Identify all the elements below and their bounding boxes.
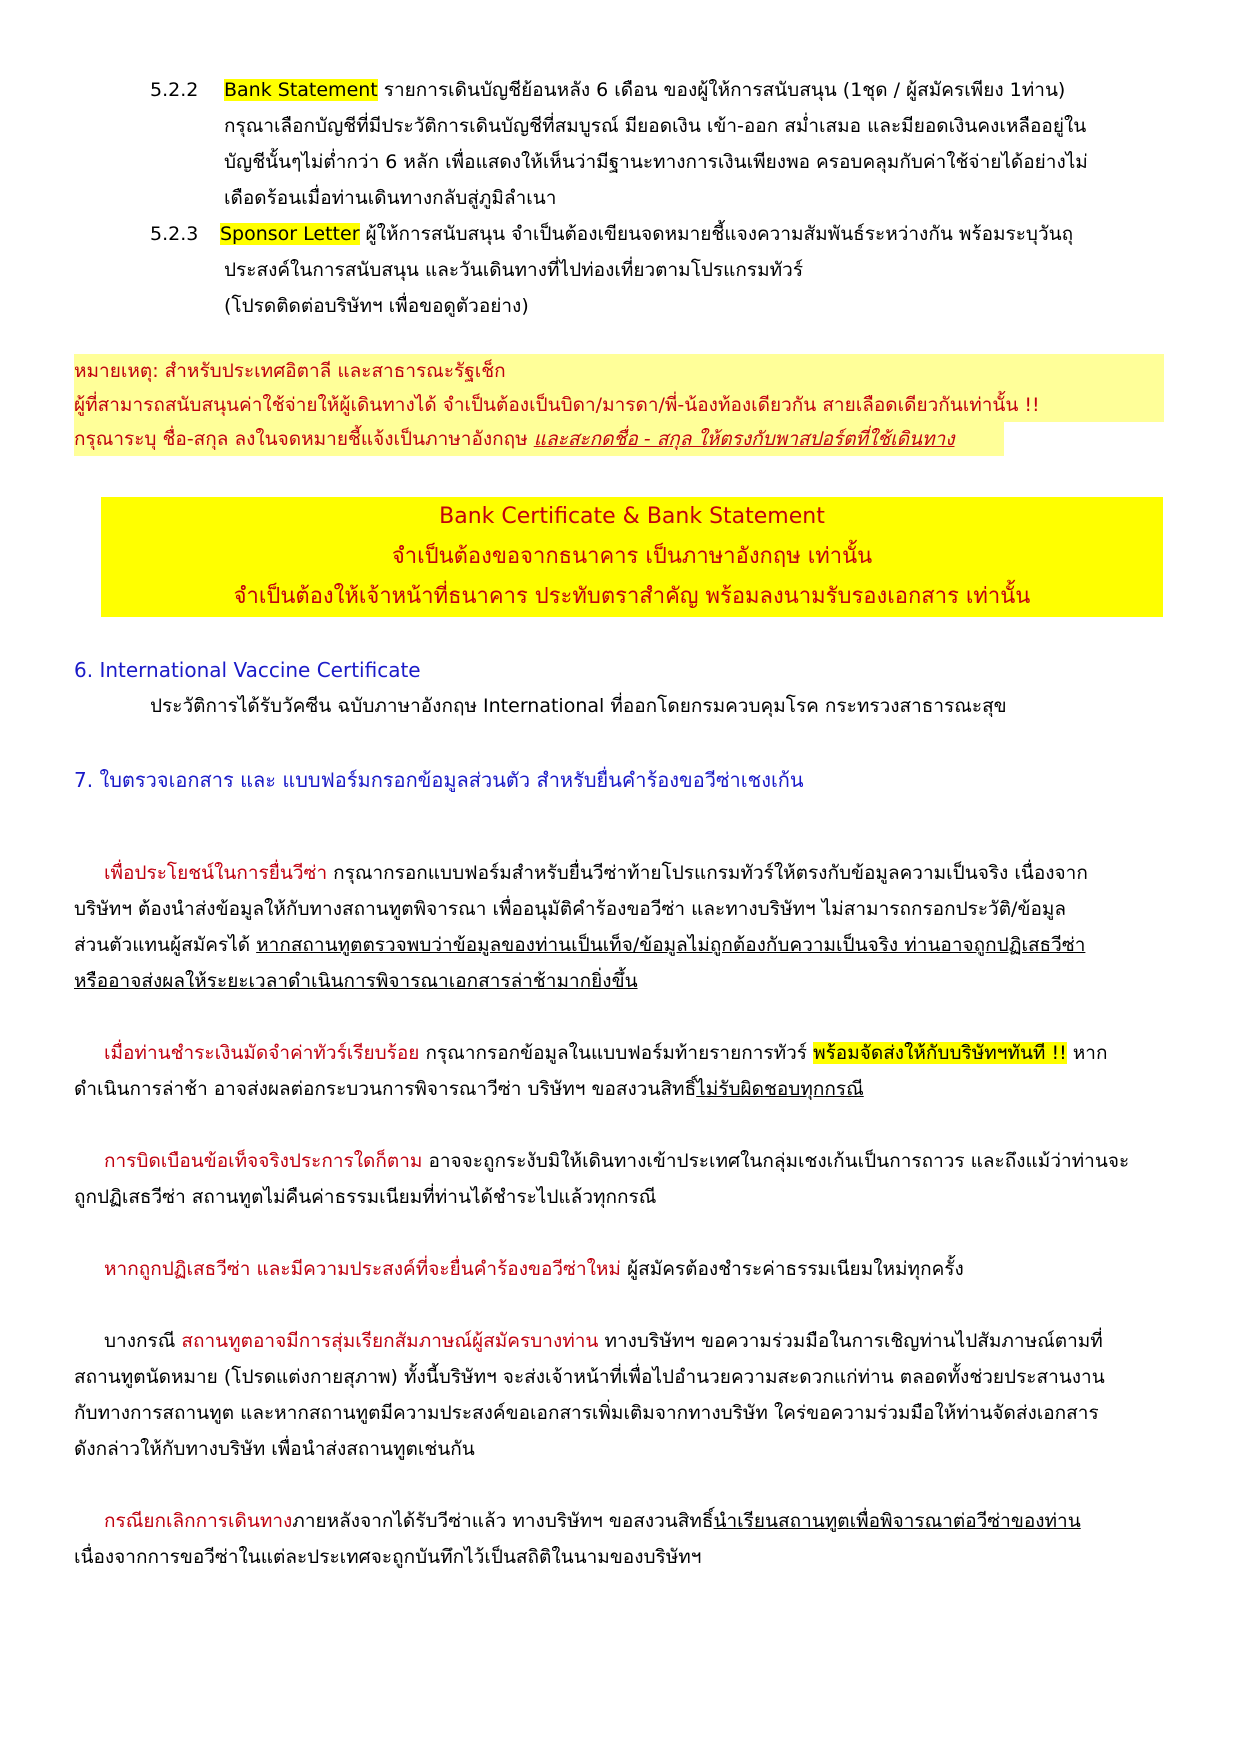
item-5-2-3-line1: Sponsor Letter ผู้ให้การสนับสนุน จำเป็นต้องเขียนจดหมายชี้แจงความสัมพันธ์ระหว่างกัน พร้อมระบุวันถุ [220,223,1074,245]
para4-line1: หากถูกปฏิเสธวีซ่า และมีความประสงค์ที่จะยื่นคำร้องขอวีซ่าใหม่ ผู้สมัครต้องชำระค่าธรรมเนียมใหม่ทุกครั้ง [104,1258,964,1280]
item-number-5-2-2: 5.2.2 [150,79,199,101]
note-line-3: กรุณาระบุ ชื่อ-สกุล ลงในจดหมายชี้แจ้งเป็นภาษาอังกฤษ และสะกดชื่อ - สกุล ให้ตรงกับพาสปอร์ตที่ใช้เดินทาง [74,422,1004,456]
para1-line2: บริษัทฯ ต้องนำส่งข้อมูลให้กับทางสถานทูตพิจารณา เพื่ออนุมัติคำร้องขอวีซ่า และทางบริษัทฯ ไม่สามารถกรอกประวัติ/ข้อมูล [74,898,1067,920]
note-line-1: หมายเหตุ: สำหรับประเทศอิตาลี และสาธารณะรัฐเช็ก [74,354,1164,388]
item-5-2-2-line2: กรุณาเลือกบัญชีที่มีประวัติการเดินบัญชีที่สมบูรณ์ มียอดเงิน เข้า-ออก สม่ำเสมอ และมียอดเงินคงเหลืออยู่ใน [224,115,1087,137]
para3-line1: การบิดเบือนข้อเท็จจริงประการใดก็ตาม อาจจะถูกระงับมิให้เดินทางเข้าประเทศในกลุ่มเชงเก้นเป็นการถาวร และถึงแม้ว่าท่านจะ [104,1150,1130,1172]
section-6-heading: 6. International Vaccine Certificate [74,658,421,682]
item-5-2-2-line1: Bank Statement รายการเดินบัญชีย้อนหลัง 6 เดือน ของผู้ให้การสนับสนุน (1ชุด / ผู้สมัครเพียง 1ท่าน) [224,79,1066,101]
para1-line3: ส่วนตัวแทนผู้สมัครได้ หากสถานทูตตรวจพบว่าข้อมูลของท่านเป็นเท็จ/ข้อมูลไม่ถูกต้องกับความเป็นจริง ท่านอาจถูกปฏิเสธวีซ่า [74,934,1086,956]
item-5-2-3-line2: ประสงค์ในการสนับสนุน และวันเดินทางที่ไปท่องเที่ยวตามโปรแกรมทัวร์ [224,259,804,281]
para2-line2: ดำเนินการล่าช้า อาจส่งผลต่อกระบวนการพิจารณาวีซ่า บริษัทฯ ขอสงวนสิทธิ์ไม่รับผิดชอบทุกกรณี [74,1078,864,1100]
note-line-2: ผู้ที่สามารถสนับสนุนค่าใช้จ่ายให้ผู้เดินทางได้ จำเป็นต้องเป็นบิดา/มารดา/พี่-น้องท้องเดียวกัน สายเลือดเดียวกันเท่านั้น !! [74,388,1164,422]
para5-line2: สถานทูตนัดหมาย (โปรดแต่งกายสุภาพ) ทั้งนี้บริษัทฯ จะส่งเจ้าหน้าที่เพื่อไปอำนวยความสะดวกแก่ท่าน ตลอดทั้งช่วยประสานงาน [74,1366,1105,1388]
para3-line2: ถูกปฏิเสธวีซ่า สถานทูตไม่คืนค่าธรรมเนียมที่ท่านได้ชำระไปแล้วทุกกรณี [74,1186,657,1208]
para2-line1: เมื่อท่านชำระเงินมัดจำค่าทัวร์เรียบร้อย กรุณากรอกข้อมูลในแบบฟอร์มท้ายรายการทัวร์ พร้อมจัดส่งให้กับบริษัทฯทันที !! หาก [104,1042,1108,1064]
sponsor-letter-tag: Sponsor Letter [220,223,360,245]
section-7-heading: 7. ใบตรวจเอกสาร และ แบบฟอร์มกรอกข้อมูลส่วนตัว สำหรับยื่นคำร้องขอวีซ่าเชงเก้น [74,768,804,792]
send-immediately-highlight: พร้อมจัดส่งให้กับบริษัทฯทันที !! [813,1042,1067,1064]
para5-line1: บางกรณี สถานทูตอาจมีการสุ่มเรียกสัมภาษณ์ผู้สมัครบางท่าน ทางบริษัทฯ ขอความร่วมมือในการเชิญท่านไปสัมภาษณ์ตามที่ [104,1330,1103,1352]
section-6-body: ประวัติการได้รับวัคซีน ฉบับภาษาอังกฤษ International ที่ออกโดยกรมควบคุมโรค กระทรวงสาธารณะสุข [150,695,1007,717]
item-number-5-2-3: 5.2.3 [150,223,199,245]
para1-line1: เพื่อประโยชน์ในการยื่นวีซ่า กรุณากรอกแบบฟอร์มสำหรับยื่นวีซ่าท้ายโปรแกรมทัวร์ให้ตรงกับข้อมูลความเป็นจริง เนื่องจาก [104,862,1088,884]
bank-statement-tag: Bank Statement [224,79,378,101]
box-line-1: Bank Certificate & Bank Statement [439,504,825,529]
para6-line1: กรณียกเลิกการเดินทางภายหลังจากได้รับวีซ่าแล้ว ทางบริษัทฯ ขอสงวนสิทธิ์นำเรียนสถานทูตเพื่อพิจารณาต่อวีซ่าของท่าน [104,1510,1081,1532]
box-line-3: จำเป็นต้องให้เจ้าหน้าที่ธนาคาร ประทับตราสำคัญ พร้อมลงนามรับรองเอกสาร เท่านั้น [233,584,1031,609]
para6-line2: เนื่องจากการขอวีซ่าในแต่ละประเทศจะถูกบันทึกไว้เป็นสถิติในนามของบริษัทฯ [74,1546,702,1568]
item-5-2-2-line4: เดือดร้อนเมื่อท่านเดินทางกลับสู่ภูมิลำเนา [224,187,557,209]
para5-line4: ดังกล่าวให้กับทางบริษัท เพื่อนำส่งสถานทูตเช่นกัน [74,1438,475,1460]
bank-requirement-box [101,497,1163,617]
item-5-2-3-line3: (โปรดติดต่อบริษัทฯ เพื่อขอดูตัวอย่าง) [224,295,529,317]
item-5-2-2-line3: บัญชีนั้นๆไม่ต่ำกว่า 6 หลัก เพื่อแสดงให้เห็นว่ามีฐานะทางการเงินเพียงพอ ครอบคลุมกับค่าใช้จ่ายได้อย่างไม่ [224,151,1088,173]
note-underlined-italic: และสะกดชื่อ - สกุล ให้ตรงกับพาสปอร์ตที่ใช้เดินทาง [533,428,955,450]
para5-line3: กับทางการสถานทูต และหากสถานทูตมีความประสงค์ขอเอกสารเพิ่มเติมจากทางบริษัท ใคร่ขอความร่วมมือให้ท่านจัดส่งเอกสาร [74,1402,1099,1424]
para1-line4: หรืออาจส่งผลให้ระยะเวลาดำเนินการพิจารณาเอกสารล่าช้ามากยิ่งขึ้น [74,970,638,992]
box-line-2: จำเป็นต้องขอจากธนาคาร เป็นภาษาอังกฤษ เท่านั้น [391,544,873,569]
